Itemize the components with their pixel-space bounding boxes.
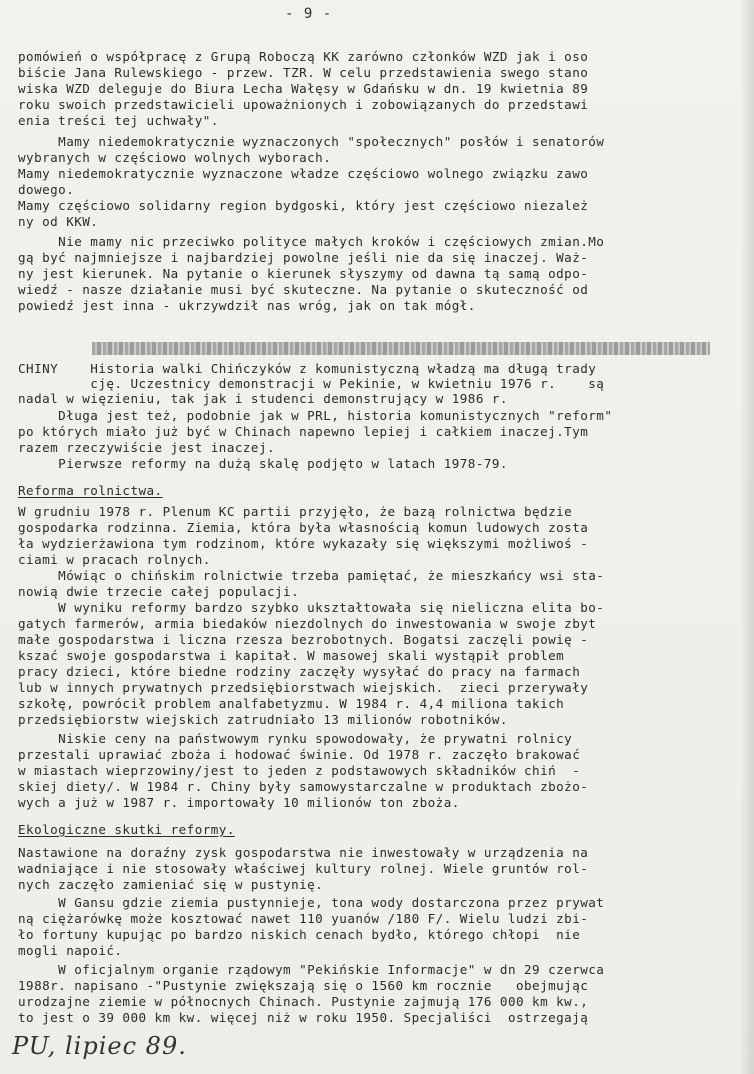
section-divider [92,342,710,355]
text-line: ła wydzierżawiona tym rodzinom, które wykazały się większymi możliwoś - [18,536,589,551]
text-line: ny jest kierunek. Na pytanie o kierunek słyszymy od dawna tą samą odpo- [18,266,589,281]
text-line: wiedź - nasze działanie musi być skuteczne. Na pytanie o skuteczność od [18,282,589,297]
section-heading: Reforma rolnictwa. [18,483,163,498]
text-line: Mówiąc o chińskim rolnictwie trzeba pamiętać, że mieszkańcy wsi sta- [18,568,605,583]
text-line: W oficjalnym organie rządowym "Pekińskie Informacje" w dn 29 czerwca [18,962,605,977]
text-line: Pierwsze reformy na dużą skalę podjęto w latach 1978-79. [18,456,508,471]
text-line: cję. Uczestnicy demonstracji w Pekinie, w kwietniu 1976 r. są [18,376,605,391]
text-line: gą być najmniejsze i najbardziej powolne jeśli nie da się inaczej. Waż- [18,250,589,265]
text-line: to jest o 39 000 km kw. więcej niż w roku 1950. Specjaliści ostrzegają [18,1010,589,1025]
text-line: urodzajne ziemie w północnych Chinach. Pustynie zajmują 176 000 km kw., [18,994,589,1009]
text-line: pomówień o współpracę z Grupą Roboczą KK zarówno członków WZD jak i oso [18,49,589,64]
text-line: W grudniu 1978 r. Plenum KC partii przyjęło, że bazą rolnictwa będzie [18,504,573,519]
text-line: wadniające i nie stosowały właściwej kultury rolnej. Wiele gruntów rol- [18,861,589,876]
text-line: dowego. [18,182,75,197]
text-line: nadal w więzieniu, tak jak i studenci demonstrujący w 1986 r. [18,391,508,406]
text-line: ny od KKW. [18,214,99,229]
page-number: - 9 - [285,6,333,22]
text-line: Mamy częściowo solidarny region bydgoski, który jest częściowo niezależ [18,198,589,213]
text-line: Mamy niedemokratycznie wyznaczone władze częściowo wolnego związku zawo [18,166,589,181]
text-line: Niskie ceny na państwowym rynku spowodowały, że prywatni rolnicy [18,731,573,746]
text-line: W wyniku reformy bardzo szybko ukształtowała się nieliczna elita bo- [18,600,605,615]
text-line: W Gansu gdzie ziemia pustynnieje, tona wody dostarczona przez prywat [18,895,605,910]
text-line: gospodarka rodzinna. Ziemia, która była własnością komun ludowych zosta [18,520,589,535]
text-line: Długa jest też, podobnie jak w PRL, historia komunistycznych "reform" [18,408,613,423]
text-line: 1988r. napisano -"Pustynie zwiększają się o 1560 km rocznie obejmując [18,978,589,993]
text-line: szkołę, powrócił problem analfabetyzmu. W 1984 r. 4,4 miliona takich [18,696,565,711]
text-line: przestali uprawiać zboża i hodować świnie. Od 1978 r. zaczęło brakować [18,747,581,762]
text-line: pracy dzieci, które biedne rodziny zaczęły wysyłać do pracy na farmach [18,664,581,679]
text-line: wiska WZD deleguje do Biura Lecha Wałęsy w Gdańsku w dn. 19 kwietnia 89 [18,81,589,96]
text-line: małe gospodarstwa i liczna rzesza bezrobotnych. Bogatsi zaczęli powię - [18,632,589,647]
text-line: ciami w pracach rolnych. [18,552,211,567]
text-line: powiedź jest inna - ukrzywdził nas wróg, jak on tak mógł. [18,298,476,313]
text-line: Nastawione na doraźny zysk gospodarstwa nie inwestowały w urządzenia na [18,845,589,860]
text-line: nowią dwie trzecie całej populacji. [18,584,300,599]
text-line: w miastach wieprzowiny/jest to jeden z podstawowych składników chiń - [18,763,581,778]
text-line: kszać swoje gospodarstwa i kapitał. W masowej skali wystąpił problem [18,648,565,663]
text-line: razem rzeczywiście jest inaczej. [18,440,276,455]
text-line: enia treści tej uchwały". [18,113,219,128]
text-line: lub w innych prywatnych przedsiębiorstwach wiejskich. zieci przerywały [18,680,589,695]
text-line: CHINY Historia walki Chińczyków z komunistyczną władzą ma długą trady [18,361,597,376]
text-line: wybranych w częściowo wolnych wyborach. [18,150,332,165]
text-line: roku swoich przedstawicieli upoważnionych i zobowiązanych do przedstawi [18,97,589,112]
text-line: wych a już w 1987 r. importowały 10 milionów ton zboża. [18,795,460,810]
text-line: nych zaczęło zamieniać się w pustynię. [18,877,324,892]
text-line: przedsiębiorstw wiejskich zatrudniało 13 milionów robotników. [18,712,508,727]
text-line: Nie mamy nic przeciwko polityce małych kroków i częściowych zmian.Mo [18,234,605,249]
text-line: skiej diety/. W 1984 r. Chiny były samowystarczalne w produktach zbożo- [18,779,589,794]
text-line: ną ciężarówkę może kosztować nawet 110 yuanów /180 F/. Wielu ludzi zbi- [18,911,589,926]
text-line: biście Jana Rulewskiego - przew. TZR. W celu przedstawienia swego stano [18,65,589,80]
section-heading: Ekologiczne skutki reformy. [18,822,235,837]
text-line: Mamy niedemokratycznie wyznaczonych "społecznych" posłów i senatorów [18,134,605,149]
text-line: mogli napoić. [18,943,123,958]
text-line: ło fortuny kupując po bardzo niskich cenach bydło, którego chłopi nie [18,927,581,942]
text-line: gatych farmerów, armia biedaków niezdolnych do inwestowania w swoje zbyt [18,616,597,631]
handwritten-signature: PU, lipiec 89. [12,1032,187,1060]
text-line: po których miało już być w Chinach napewno lepiej i całkiem inaczej.Tym [18,424,589,439]
page-edge-shadow [740,0,754,1074]
